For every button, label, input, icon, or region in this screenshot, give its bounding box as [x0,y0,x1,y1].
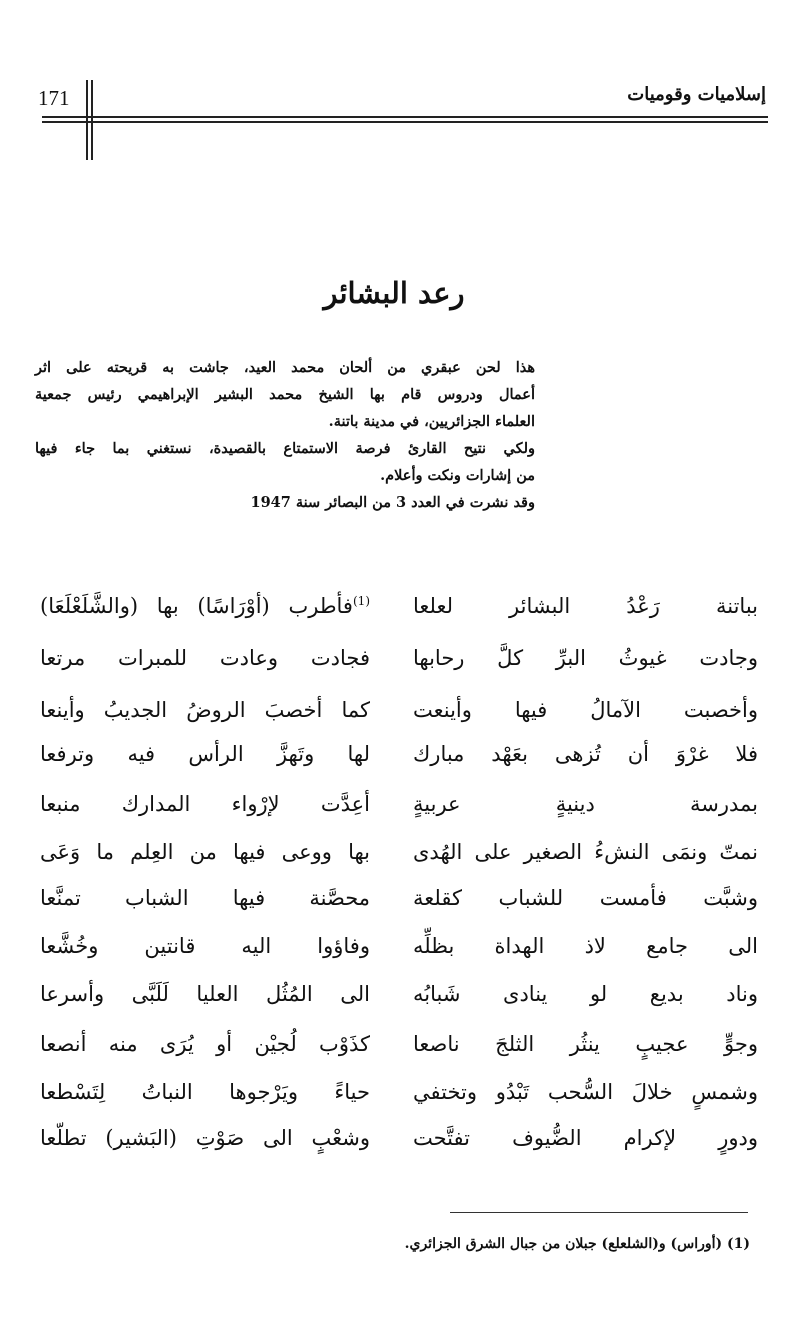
verse-second-hemistich: حياءً ويَرْجوها النباتُ لِتَسْطعا [40,1080,370,1104]
verse [0,780,788,828]
verse [0,582,788,630]
poem-title: رعد البشائر [323,276,465,310]
verse [0,1114,788,1162]
running-title: إسلاميات وقوميات [627,84,766,105]
verse-second-hemistich: الى المُثُل العليا لَلَبَّى وأسرعا [40,982,370,1006]
verse-second-hemistich: فجادت وعادت للمبرات مرتعا [40,646,370,670]
header-rule-bottom [42,121,768,123]
verse-first-hemistich: وجوٍّ عجيبٍ ينثُر الثلجَ ناصعا [413,1032,758,1056]
verse-first-hemistich: وأخصبت الآمالُ فيها وأينعت [413,698,758,722]
intro-line: ولكي نتيح القارئ فرصة الاستمتاع بالقصيدة، نستغني بما جاء فيها [35,440,535,457]
verse-first-hemistich: ودورٍ لإكرام الضُّيوف تفتَّحت [413,1126,758,1150]
verse [0,874,788,922]
verse-first-hemistich: وناد بديع لو ينادى شَبابُه [413,982,758,1006]
footnote: (1) (أوراس) و(الشلعلع) جبلان من جبال الشرق الجزائري. [404,1236,750,1252]
verse-second-hemistich [40,582,370,630]
header-vrule-left [86,80,88,160]
verse [0,634,788,682]
verse-second-hemistich: كذَوْب لُجيْن أو يُرَى منه أنصعا [40,1032,370,1056]
intro-paragraph [35,354,535,516]
verse [0,1068,788,1116]
verse [0,686,788,734]
verse-first-hemistich: وشمسٍ خلالَ السُّحب تَبْدُو وتختفي [413,1080,758,1104]
verse-second-hemistich: وشعْبٍ الى صَوْتِ (البَشير) تطلّعا [40,1126,370,1150]
verse-first-hemistich: بمدرسة دينيةٍ عربيةٍ [413,792,758,816]
verse-first-hemistich: الى جامع لاذ الهداة بظلِّه [413,934,758,958]
verse-second-hemistich: محصَّنة فيها الشباب تمنَّعا [40,886,370,910]
verse [0,922,788,970]
page-number: 171 [38,86,70,110]
verse-second-hemistich: كما أخصبَ الروضُ الجديبُ وأينعا [40,698,370,722]
intro-line: هذا لحن عبقري من ألحان محمد العيد، جاشت به قريحته على اثر [35,359,535,376]
intro-line: العلماء الجزائريين، في مدينة باتنة. [328,413,535,430]
verse [0,970,788,1018]
header-vrule-right [91,80,93,160]
intro-line: أعمال ودروس قام بها الشيخ محمد البشير الإبراهيمي رئيس جمعية [35,386,535,403]
footnote-marker: (1) [352,594,370,608]
footnote-rule [450,1212,748,1213]
verse-first-hemistich: وشبَّت فأمست للشباب كقلعة [413,886,758,910]
verse [0,730,788,778]
verse-first-hemistich: فلا غرْوَ أن تُزهى بعَهْد مبارك [413,742,758,766]
header-rule-top [42,116,768,118]
verse [0,1020,788,1068]
hemistich-text: فأطرب (أوْرَاسًا) بها (والشَّلَعْلَعَا) [40,594,353,618]
verse-first-hemistich: نمتّ ونمَى النشءُ الصغير على الهُدى [413,840,758,864]
verse-first-hemistich: بباتنة رَعْدُ البشائر لعلعا [413,594,758,618]
intro-line: وقد نشرت في العدد 3 من البصائر سنة 1947 [250,494,535,511]
intro-line: من إشارات ونكت وأعلام. [380,467,535,484]
verse-first-hemistich: وجادت غيوثُ البرِّ كلَّ رحابها [413,646,758,670]
verse-second-hemistich: أعِدَّت لإرْواء المدارك منبعا [40,792,370,816]
verse-second-hemistich: وفاؤوا اليه قانتين وخُشَّعا [40,934,370,958]
verse [0,828,788,876]
verse-second-hemistich: لها وتَهزَّ الرأس فيه وترفعا [40,742,370,766]
verse-second-hemistich: بها ووعى فيها من العِلم ما وَعَى [40,840,370,864]
